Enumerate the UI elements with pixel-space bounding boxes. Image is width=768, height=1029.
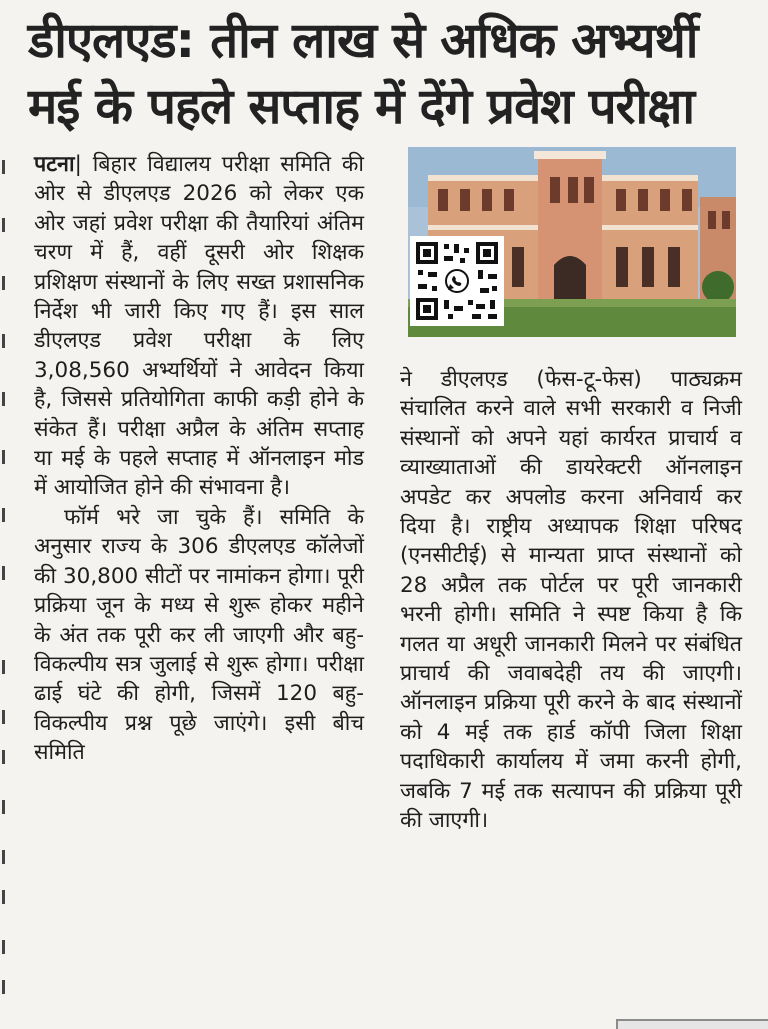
headline-line-1: डीएलएड: तीन लाख से अधिक अभ्यर्थी	[28, 12, 698, 69]
gutter-marks	[0, 150, 10, 1010]
whatsapp-icon	[446, 270, 468, 292]
dateline: पटना	[34, 152, 75, 177]
paragraph-1-text: | बिहार विद्यालय परीक्षा समिति की ओर से डीएलएड 2026 को लेकर एक ओर जहां प्रवेश परीक्षा की तैयारियां अंतिम चरण में हैं, वहीं दूसरी ओर शिक्षक प्रशिक्षण संस्थानों के लिए सख्त प्रशासनिक निर्देश भी जारी किए गए हैं। इस साल डीएलएड प्रवेश परीक्षा के लिए 3,08,560 अभ्यर्थियों ने आवेदन किया है, जिससे प्रतियोगिता काफी कड़ी होने के संकेत हैं। परीक्षा अप्रैल के अंतिम सप्ताह या मई के पहले सप्ताह में ऑनलाइन मोड में आयोजित होने की संभावना है।	[34, 152, 364, 501]
headline-line-2: मई के पहले सप्ताह में देंगे प्रवेश परीक्षा	[28, 78, 695, 135]
page-edge-bar	[616, 1019, 768, 1029]
article-paragraph-3: ने डीएलएड (फेस-टू-फेस) पाठ्यक्रम संचालित करने वाले सभी सरकारी व निजी संस्थानों को अपने यहां कार्यरत प्राचार्य व व्याख्याताओं की डायरेक्टरी ऑनलाइन अपडेट कर अपलोड करना अनिवार्य कर दिया है। राष्ट्रीय अध्यापक शिक्षा परिषद (एनसीटीई) से मान्यता प्राप्त संस्थानों को 28 अप्रैल तक पोर्टल पर पूरी जानकारी भरनी होगी। समिति ने स्पष्ट किया है कि गलत या अधूरी जानकारी मिलने पर संबंधित प्राचार्य की जवाबदेही तय की जाएगी। ऑनलाइन प्रक्रिया पूरी करने के बाद संस्थानों को 4 मई तक हार्ड कॉपी जिला शिक्षा पदाधिकारी कार्यालय में जमा करनी होगी, जबकि 7 मई तक सत्यापन की प्रक्रिया पूरी की जाएगी।	[400, 367, 742, 834]
article-right-column	[400, 365, 742, 836]
article-paragraph-1	[34, 150, 364, 503]
qr-code-icon[interactable]	[410, 236, 504, 326]
headline	[28, 8, 758, 140]
article-left-column	[34, 150, 364, 768]
article-paragraph-2: फॉर्म भरे जा चुके हैं। समिति के अनुसार राज्य के 306 डीएलएड कॉलेजों की 30,800 सीटों पर नामांकन होगा। पूरी प्रक्रिया जून के मध्य से शुरू होकर महीने के अंत तक पूरी कर ली जाएगी और बहु-विकल्पीय सत्र जुलाई से शुरू होगा। परीक्षा ढाई घंटे की होगी, जिसमें 120 बहु-विकल्पीय प्रश्न पूछे जाएंगे। इसी बीच समिति	[34, 504, 364, 766]
